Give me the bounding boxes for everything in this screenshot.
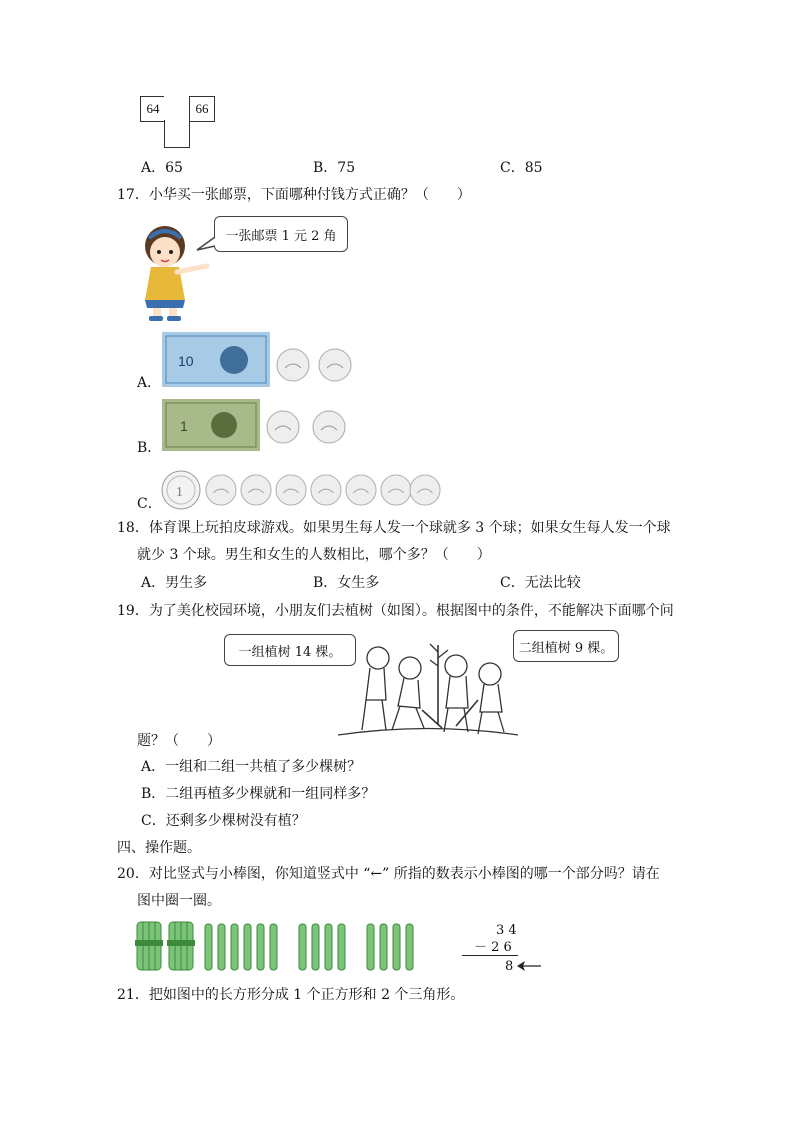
q19-option-a[interactable]: A．一组和二组一共植了多少棵树？ — [141, 759, 362, 775]
q18-option-b[interactable]: B．女生多 — [313, 575, 380, 591]
sticks-bundles-illustration — [135, 918, 425, 976]
vertical-line — [462, 955, 518, 956]
svg-text:1: 1 — [180, 418, 188, 434]
coin-1jiao-icon — [409, 474, 441, 506]
q19-line2: 题？（ ） — [137, 733, 221, 749]
q18-line2: 就少 3 个球。男生和女生的人数相比，哪个多？（ ） — [137, 547, 491, 563]
coin-1jiao-icon — [318, 348, 352, 382]
q19-bubble-left — [224, 634, 356, 666]
q20-line1: 20．对比竖式与小棒图，你知道竖式中 “←” 所指的数表示小棒图的哪一个部分吗？请在 — [117, 866, 660, 882]
q19-bubble-left-text: 一组植树 14 棵。 — [238, 644, 342, 660]
one-yuan-note-icon — [162, 399, 260, 451]
coin-1jiao-icon — [275, 474, 307, 506]
grid-cell-blank-bottom — [164, 120, 190, 148]
svg-text:1: 1 — [176, 485, 183, 500]
q17-speech-bubble — [214, 216, 348, 252]
q18-line1: 18．体育课上玩拍皮球游戏。如果男生每人发一个球就多 3 个球；如果女生每人发一个球 — [117, 520, 671, 536]
section-4-heading: 四、操作题。 — [117, 840, 201, 856]
q21-stem: 21．把如图中的长方形分成 1 个正方形和 2 个三角形。 — [117, 987, 465, 1003]
q16-option-b[interactable]: B．75 — [313, 160, 356, 176]
q17-option-b[interactable]: B． — [137, 440, 162, 456]
grid-value-right: 66 — [195, 101, 209, 116]
grid-value-left: 64 — [146, 101, 160, 116]
coin-1jiao-icon — [205, 474, 237, 506]
svg-text:10: 10 — [178, 353, 194, 369]
q16-option-a[interactable]: A．65 — [141, 160, 183, 176]
children-planting-trees-illustration — [338, 640, 518, 745]
coin-1jiao-icon — [240, 474, 272, 506]
coin-1jiao-icon — [310, 474, 342, 506]
vertical-result: 8 — [505, 959, 514, 974]
q19-bubble-right — [513, 630, 619, 662]
q20-line2: 图中圈一圈。 — [137, 893, 221, 909]
coin-1jiao-icon — [266, 410, 300, 444]
grid-cell-blank-top — [164, 96, 188, 120]
q18-option-a[interactable]: A．男生多 — [141, 575, 208, 591]
stick-bundle-icon — [135, 922, 163, 970]
q18-option-c[interactable]: C．无法比较 — [500, 575, 581, 591]
coin-1jiao-icon — [345, 474, 377, 506]
vertical-subtrahend: － 2 6 — [474, 940, 512, 955]
ten-yuan-note-icon — [162, 332, 270, 387]
q19-option-c[interactable]: C．还剩多少棵树没有植？ — [141, 813, 306, 829]
coin-1jiao-icon — [312, 410, 346, 444]
q17-stem: 17．小华买一张邮票，下面哪种付钱方式正确？（ ） — [117, 187, 471, 203]
q17-option-c[interactable]: C． — [137, 496, 162, 512]
q19-bubble-right-text: 二组植树 9 棵。 — [518, 640, 614, 656]
coin-1jiao-icon — [276, 348, 310, 382]
q16-option-c[interactable]: C．85 — [500, 160, 543, 176]
grid-cell-66 — [189, 96, 215, 122]
coin-1yuan-icon — [161, 470, 201, 510]
q19-line1: 19．为了美化校园环境，小朋友们去植树（如图）。根据图中的条件，不能解决下面哪个问 — [117, 603, 674, 619]
grid-cell-64 — [140, 96, 166, 122]
q19-option-b[interactable]: B．二组再植多少棵就和一组同样多？ — [141, 786, 376, 802]
coin-1jiao-icon — [380, 474, 412, 506]
stick-bundle-icon — [167, 922, 195, 970]
q17-speech-text: 一张邮票 1 元 2 角 — [225, 228, 337, 244]
vertical-top: 3 4 — [496, 923, 517, 938]
bubble-tail-icon — [196, 236, 216, 252]
left-arrow-icon — [517, 960, 541, 972]
q17-option-a[interactable]: A． — [137, 375, 162, 391]
